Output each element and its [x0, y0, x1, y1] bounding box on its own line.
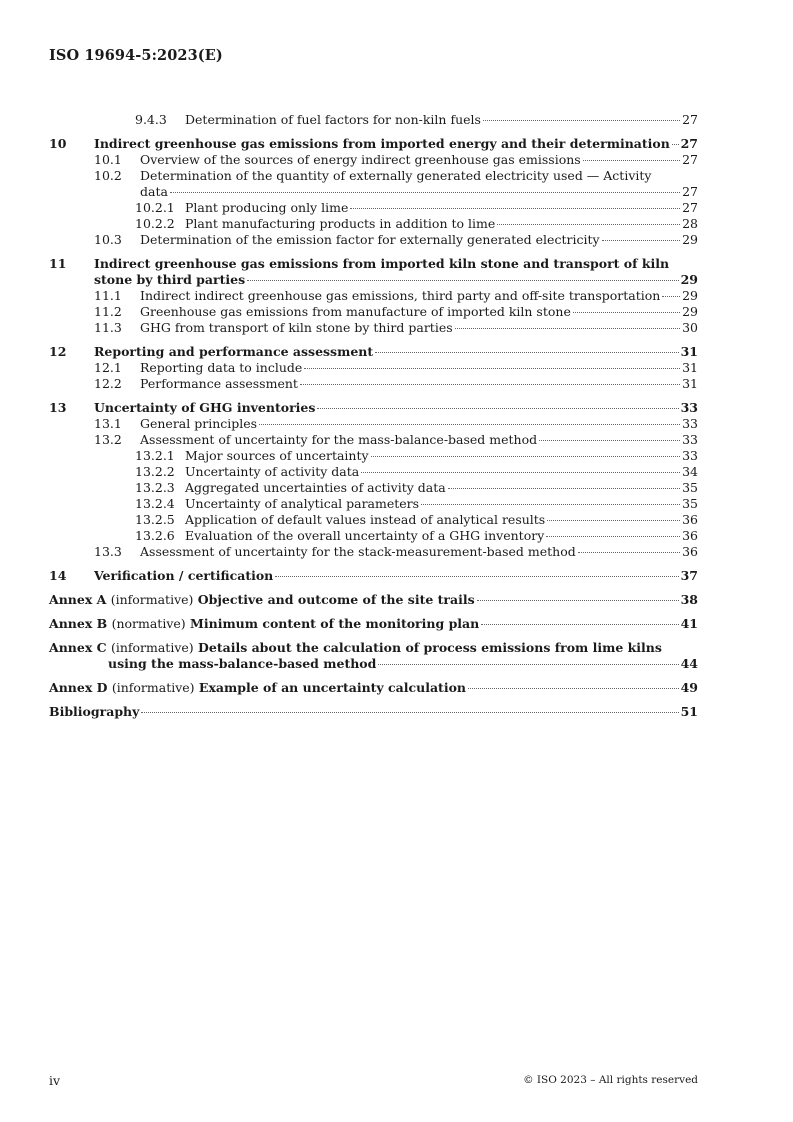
toc-title: Assessment of uncertainty for the stack-measurement-based method: [140, 544, 576, 559]
toc-page: 33: [680, 400, 698, 415]
annex-type: (informative): [111, 680, 195, 695]
toc-title-line1: Details about the calculation of process emissions from lime kilns: [198, 640, 662, 655]
annex-type: (informative): [110, 640, 194, 655]
toc-page: 31: [682, 360, 698, 375]
toc-entry-13-2-2[interactable]: [49, 464, 698, 480]
toc-number: 13.2.6: [135, 528, 175, 543]
toc-page: 33: [682, 448, 698, 463]
toc-entry-10-2-2[interactable]: [49, 216, 698, 232]
toc-entry-12-2[interactable]: [49, 376, 698, 392]
toc-entry-11-2[interactable]: [49, 304, 698, 320]
leader-dots: [539, 440, 680, 441]
toc-entry-annex-a[interactable]: [49, 592, 698, 608]
page-number: iv: [49, 1073, 61, 1088]
toc-number: 11.3: [94, 320, 122, 335]
toc-number: 13.2.2: [135, 464, 175, 479]
toc-number: 13.2.4: [135, 496, 175, 511]
toc-entry-13-2-5[interactable]: [49, 512, 698, 528]
toc-title: Performance assessment: [140, 376, 298, 391]
leader-dots: [259, 424, 680, 425]
toc-entry-14[interactable]: [49, 568, 698, 584]
document-id: ISO 19694-5:2023(E): [49, 47, 223, 64]
toc-entry-annex-c[interactable]: [49, 640, 698, 672]
toc-title: Bibliography: [49, 704, 140, 719]
toc-title: Aggregated uncertainties of activity data: [185, 480, 446, 495]
annex-label: Annex B: [49, 616, 108, 631]
toc-number: 13.1: [94, 416, 122, 431]
toc-title-line2: using the mass-balance-based method: [108, 656, 377, 671]
toc-title-line1: Determination of the quantity of externally generated electricity used — Activity: [140, 168, 652, 183]
toc-page: 34: [682, 464, 698, 479]
toc-title: Uncertainty of analytical parameters: [185, 496, 420, 511]
toc-page: 37: [680, 568, 698, 583]
toc-entry-10-2-1[interactable]: [49, 200, 698, 216]
toc-title: Evaluation of the overall uncertainty of a GHG inventory: [185, 528, 545, 543]
leader-dots: [662, 296, 680, 297]
leader-dots: [546, 536, 680, 537]
toc-page: 29: [682, 304, 698, 319]
toc-entry-13-3[interactable]: [49, 544, 698, 560]
copyright-notice: © ISO 2023 – All rights reserved: [523, 1074, 698, 1086]
toc-page: 41: [680, 616, 698, 631]
toc-entry-13[interactable]: [49, 400, 698, 416]
leader-dots: [547, 520, 680, 521]
toc-page: 31: [682, 376, 698, 391]
leader-dots: [578, 552, 680, 553]
toc-page: 35: [682, 496, 698, 511]
toc-number: 10.2: [94, 168, 122, 183]
toc-page: 36: [682, 544, 698, 559]
toc-entry-13-2[interactable]: [49, 432, 698, 448]
toc-page: 27: [682, 184, 698, 199]
toc-title: Indirect greenhouse gas emissions from imported energy and their determination: [94, 136, 670, 151]
toc-page: 49: [680, 680, 698, 695]
toc-title-line1: Indirect greenhouse gas emissions from imported kiln stone and transport of kiln: [94, 256, 670, 271]
toc-title: Major sources of uncertainty: [185, 448, 369, 463]
toc-title: Objective and outcome of the site trails: [197, 592, 475, 607]
toc-title: Application of default values instead of analytical results: [185, 512, 546, 527]
toc-title: Uncertainty of activity data: [185, 464, 360, 479]
toc-page: 30: [682, 320, 698, 335]
toc-page: 51: [680, 704, 698, 719]
toc-page: 29: [682, 288, 698, 303]
toc-entry-10[interactable]: [49, 136, 698, 152]
toc-number: 13.2.3: [135, 480, 175, 495]
toc-number: 10.2.2: [135, 216, 175, 231]
annex-label: Annex D: [49, 680, 108, 695]
toc-entry-bibliography[interactable]: [49, 704, 698, 720]
leader-dots: [468, 688, 679, 689]
toc-entry-13-2-6[interactable]: [49, 528, 698, 544]
leader-dots: [247, 280, 678, 281]
toc-number: 13: [49, 400, 67, 415]
annex-type: (normative): [111, 616, 186, 631]
toc-entry-11-3[interactable]: [49, 320, 698, 336]
toc-entry-11[interactable]: [49, 256, 698, 288]
leader-dots: [573, 312, 680, 313]
toc-entry-13-1[interactable]: [49, 416, 698, 432]
leader-dots: [497, 224, 680, 225]
toc-entry-11-1[interactable]: [49, 288, 698, 304]
toc-entry-annex-b[interactable]: [49, 616, 698, 632]
toc-entry-13-2-1[interactable]: [49, 448, 698, 464]
toc-number: 10.3: [94, 232, 122, 247]
leader-dots: [375, 352, 678, 353]
toc-title: Assessment of uncertainty for the mass-balance-based method: [140, 432, 538, 447]
toc-number: 12.1: [94, 360, 122, 375]
toc-number: 13.2: [94, 432, 122, 447]
toc-page: 36: [682, 528, 698, 543]
toc-title: Example of an uncertainty calculation: [198, 680, 467, 695]
leader-dots: [170, 192, 680, 193]
toc-title-line2: data: [140, 184, 168, 199]
toc-number: 10: [49, 136, 67, 151]
toc-entry-12[interactable]: [49, 344, 698, 360]
leader-dots: [300, 384, 680, 385]
table-of-contents: [49, 112, 698, 720]
toc-page: 27: [682, 200, 698, 215]
toc-title: Minimum content of the monitoring plan: [190, 616, 480, 631]
toc-title: Overview of the sources of energy indirect greenhouse gas emissions: [140, 152, 581, 167]
leader-dots: [371, 456, 681, 457]
leader-dots: [317, 408, 678, 409]
toc-number: 11.2: [94, 304, 122, 319]
toc-entry-10-3[interactable]: [49, 232, 698, 248]
leader-dots: [481, 624, 678, 625]
toc-title: Reporting data to include: [140, 360, 303, 375]
toc-number: 13.3: [94, 544, 122, 559]
leader-dots: [483, 120, 680, 121]
toc-page: 31: [680, 344, 698, 359]
leader-dots: [448, 488, 680, 489]
toc-entry-13-2-4[interactable]: [49, 496, 698, 512]
toc-entry-annex-d[interactable]: [49, 680, 698, 696]
annex-label: Annex A: [49, 592, 107, 607]
toc-title: Reporting and performance assessment: [94, 344, 374, 359]
toc-page: 27: [680, 136, 698, 151]
leader-dots: [583, 160, 680, 161]
toc-entry-12-1[interactable]: [49, 360, 698, 376]
toc-title: Plant manufacturing products in addition to lime: [185, 216, 496, 231]
toc-number: 12.2: [94, 376, 122, 391]
toc-number: 13.2.5: [135, 512, 175, 527]
annex-type: (informative): [110, 592, 194, 607]
toc-title: Determination of fuel factors for non-kiln fuels: [185, 112, 481, 127]
toc-page: 33: [682, 432, 698, 447]
toc-page: 36: [682, 512, 698, 527]
toc-number: 12: [49, 344, 67, 359]
toc-title: General principles: [140, 416, 258, 431]
toc-number: 10.2.1: [135, 200, 175, 215]
toc-number: 14: [49, 568, 67, 583]
toc-entry-10-2[interactable]: [49, 168, 698, 200]
toc-page: 29: [680, 272, 698, 287]
leader-dots: [421, 504, 680, 505]
toc-entry-13-2-3[interactable]: [49, 480, 698, 496]
leader-dots: [361, 472, 680, 473]
toc-number: 13.2.1: [135, 448, 175, 463]
toc-number: 9.4.3: [135, 112, 167, 127]
toc-title: Verification / certification: [94, 568, 274, 583]
toc-page: 35: [682, 480, 698, 495]
toc-title: Uncertainty of GHG inventories: [94, 400, 316, 415]
toc-page: 27: [682, 152, 698, 167]
toc-page: 38: [680, 592, 698, 607]
toc-page: 29: [682, 232, 698, 247]
toc-title: Greenhouse gas emissions from manufacture of imported kiln stone: [140, 304, 571, 319]
leader-dots: [350, 208, 680, 209]
toc-page: 44: [680, 656, 698, 671]
toc-entry-10-1[interactable]: [49, 152, 698, 168]
leader-dots: [304, 368, 680, 369]
toc-title: Determination of the emission factor for externally generated electricity: [140, 232, 600, 247]
toc-title: Plant producing only lime: [185, 200, 349, 215]
toc-number: 11: [49, 256, 67, 271]
toc-title: Indirect indirect greenhouse gas emissions, third party and off-site transportation: [140, 288, 661, 303]
toc-number: 11.1: [94, 288, 122, 303]
leader-dots: [141, 712, 678, 713]
toc-page: 27: [682, 112, 698, 127]
toc-title-line2: stone by third parties: [94, 272, 246, 287]
toc-title: GHG from transport of kiln stone by third parties: [140, 320, 453, 335]
leader-dots: [455, 328, 680, 329]
leader-dots: [378, 664, 678, 665]
leader-dots: [477, 600, 679, 601]
toc-entry-9-4-3[interactable]: [49, 112, 698, 128]
leader-dots: [602, 240, 681, 241]
toc-page: 33: [682, 416, 698, 431]
toc-number: 10.1: [94, 152, 122, 167]
toc-page: 28: [682, 216, 698, 231]
leader-dots: [275, 576, 678, 577]
annex-label: Annex C: [49, 640, 107, 655]
leader-dots: [672, 144, 679, 145]
